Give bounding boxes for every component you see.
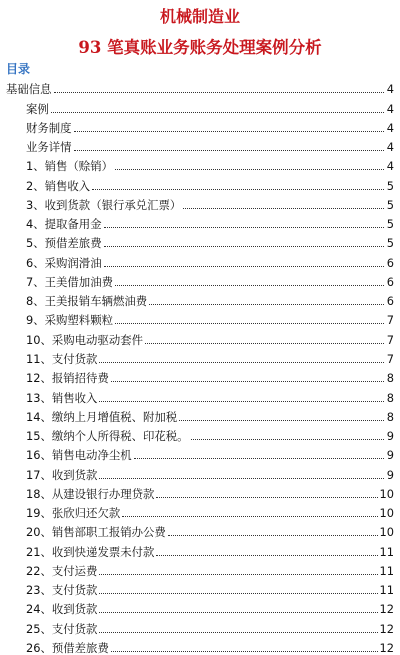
- toc-entry-label: 14、缴纳上月增值税、附加税: [26, 409, 178, 424]
- toc-entry-label: 10、采购电动驱动套件: [26, 332, 144, 347]
- toc-entry-page: 7: [386, 351, 394, 366]
- toc-leader-dots: [115, 285, 384, 286]
- toc-entry[interactable]: [0, 501, 400, 520]
- toc-entry-label: 8、王美报销车辆燃油费: [26, 294, 148, 309]
- toc-entry[interactable]: [0, 520, 400, 539]
- toc-entry-page: 10: [379, 506, 394, 521]
- toc-leader-dots: [104, 246, 384, 247]
- toc-entry-label: 15、缴纳个人所得税、印花税。: [26, 429, 189, 444]
- toc-entry-label: 业务详情: [26, 140, 72, 155]
- toc-leader-dots: [51, 112, 384, 113]
- toc-leader-dots: [99, 632, 377, 633]
- toc-entry[interactable]: [0, 462, 400, 481]
- table-of-contents: [0, 77, 400, 655]
- toc-entry-page: 6: [386, 255, 394, 270]
- toc-leader-dots: [179, 420, 384, 421]
- toc-leader-dots: [134, 458, 384, 459]
- toc-entry[interactable]: [0, 482, 400, 501]
- toc-entry-label: 13、销售收入: [26, 390, 98, 405]
- toc-entry[interactable]: [0, 270, 400, 289]
- toc-leader-dots: [111, 651, 378, 652]
- toc-entry-label: 案例: [26, 101, 49, 116]
- toc-entry-page: 8: [386, 409, 394, 424]
- toc-entry[interactable]: [0, 193, 400, 212]
- toc-leader-dots: [74, 131, 384, 132]
- toc-entry[interactable]: [0, 231, 400, 250]
- toc-entry-page: 12: [379, 621, 394, 636]
- toc-entry[interactable]: [0, 443, 400, 462]
- toc-entry[interactable]: [0, 405, 400, 424]
- toc-entry-page: 4: [386, 120, 394, 135]
- toc-entry[interactable]: [0, 173, 400, 192]
- toc-leader-dots: [74, 150, 384, 151]
- toc-entry-label: 2、销售收入: [26, 178, 91, 193]
- toc-leader-dots: [99, 362, 384, 363]
- toc-entry-page: 11: [379, 583, 394, 598]
- toc-leader-dots: [191, 439, 384, 440]
- toc-leader-dots: [115, 169, 384, 170]
- toc-leader-dots: [99, 401, 384, 402]
- toc-entry-label: 25、支付货款: [26, 621, 98, 636]
- toc-entry-page: 6: [386, 294, 394, 309]
- toc-entry[interactable]: [0, 636, 400, 655]
- toc-entry-page: 8: [386, 371, 394, 386]
- toc-leader-dots: [156, 497, 377, 498]
- toc-entry-page: 8: [386, 390, 394, 405]
- toc-leader-dots: [99, 593, 377, 594]
- toc-entry[interactable]: [0, 154, 400, 173]
- toc-entry-page: 5: [386, 178, 394, 193]
- toc-heading: 目录: [6, 62, 31, 76]
- toc-leader-dots: [111, 381, 384, 382]
- toc-entry[interactable]: [0, 578, 400, 597]
- toc-entry-page: 9: [386, 467, 394, 482]
- toc-entry-label: 18、从建设银行办理贷款: [26, 486, 155, 501]
- toc-entry-page: 9: [386, 448, 394, 463]
- toc-entry-label: 基础信息: [6, 82, 52, 97]
- toc-entry[interactable]: [0, 385, 400, 404]
- toc-entry[interactable]: [0, 77, 400, 96]
- toc-entry-page: 10: [379, 525, 394, 540]
- toc-entry-page: 10: [379, 486, 394, 501]
- toc-entry-label: 9、采购塑料颗粒: [26, 313, 113, 328]
- toc-leader-dots: [183, 208, 384, 209]
- toc-entry[interactable]: [0, 559, 400, 578]
- toc-entry[interactable]: [0, 135, 400, 154]
- toc-entry-label: 6、采购润滑油: [26, 255, 102, 270]
- toc-leader-dots: [99, 574, 377, 575]
- toc-entry[interactable]: [0, 539, 400, 558]
- toc-entry-page: 12: [379, 640, 394, 655]
- toc-entry-label: 12、报销招待费: [26, 371, 109, 386]
- toc-leader-dots: [104, 227, 384, 228]
- toc-entry[interactable]: [0, 308, 400, 327]
- toc-entry-label: 24、收到货款: [26, 602, 98, 617]
- toc-entry-page: 4: [386, 82, 394, 97]
- toc-entry-label: 财务制度: [26, 120, 72, 135]
- toc-entry-page: 11: [379, 563, 394, 578]
- toc-entry-label: 23、支付货款: [26, 583, 98, 598]
- toc-entry-label: 16、销售电动净尘机: [26, 448, 132, 463]
- toc-entry-page: 4: [386, 101, 394, 116]
- toc-entry-page: 11: [379, 544, 394, 559]
- toc-leader-dots: [122, 516, 377, 517]
- toc-entry-page: 4: [386, 159, 394, 174]
- toc-entry[interactable]: [0, 347, 400, 366]
- toc-entry-page: 4: [386, 140, 394, 155]
- toc-leader-dots: [104, 266, 384, 267]
- toc-leader-dots: [145, 343, 384, 344]
- toc-entry[interactable]: [0, 212, 400, 231]
- toc-entry[interactable]: [0, 250, 400, 269]
- toc-entry[interactable]: [0, 597, 400, 616]
- toc-leader-dots: [149, 304, 384, 305]
- toc-entry[interactable]: [0, 96, 400, 115]
- toc-entry[interactable]: [0, 116, 400, 135]
- toc-leader-dots: [54, 92, 384, 93]
- toc-entry-label: 26、预借差旅费: [26, 640, 109, 655]
- toc-entry-page: 5: [386, 197, 394, 212]
- toc-entry[interactable]: [0, 366, 400, 385]
- toc-entry-label: 11、支付货款: [26, 351, 98, 366]
- toc-entry-label: 17、收到货款: [26, 467, 98, 482]
- toc-entry-label: 3、收到货款（银行承兑汇票）: [26, 197, 182, 212]
- toc-entry[interactable]: [0, 616, 400, 635]
- toc-entry-page: 9: [386, 429, 394, 444]
- toc-entry[interactable]: [0, 424, 400, 443]
- toc-entry-page: 5: [386, 236, 394, 251]
- toc-entry-page: 12: [379, 602, 394, 617]
- toc-leader-dots: [99, 478, 384, 479]
- toc-leader-dots: [92, 189, 384, 190]
- toc-entry-label: 4、提取备用金: [26, 217, 102, 232]
- toc-leader-dots: [115, 323, 384, 324]
- toc-entry-page: 7: [386, 313, 394, 328]
- toc-entry-page: 5: [386, 217, 394, 232]
- toc-leader-dots: [168, 535, 378, 536]
- toc-entry-page: 6: [386, 274, 394, 289]
- toc-entry[interactable]: [0, 327, 400, 346]
- toc-entry-label: 7、王美借加油费: [26, 274, 113, 289]
- toc-entry-label: 1、销售（赊销）: [26, 159, 113, 174]
- toc-leader-dots: [156, 555, 377, 556]
- toc-entry-label: 21、收到快递发票未付款: [26, 544, 155, 559]
- toc-entry-label: 22、支付运费: [26, 563, 98, 578]
- document-title: 机械制造业: [159, 7, 240, 26]
- toc-entry-label: 5、预借差旅费: [26, 236, 102, 251]
- document-subtitle: 93 笔真账业务账务处理案例分析: [78, 38, 322, 57]
- toc-leader-dots: [99, 612, 377, 613]
- toc-entry[interactable]: [0, 289, 400, 308]
- toc-entry-page: 7: [386, 332, 394, 347]
- toc-entry-label: 20、销售部职工报销办公费: [26, 525, 166, 540]
- toc-entry-label: 19、张欣归还欠款: [26, 506, 121, 521]
